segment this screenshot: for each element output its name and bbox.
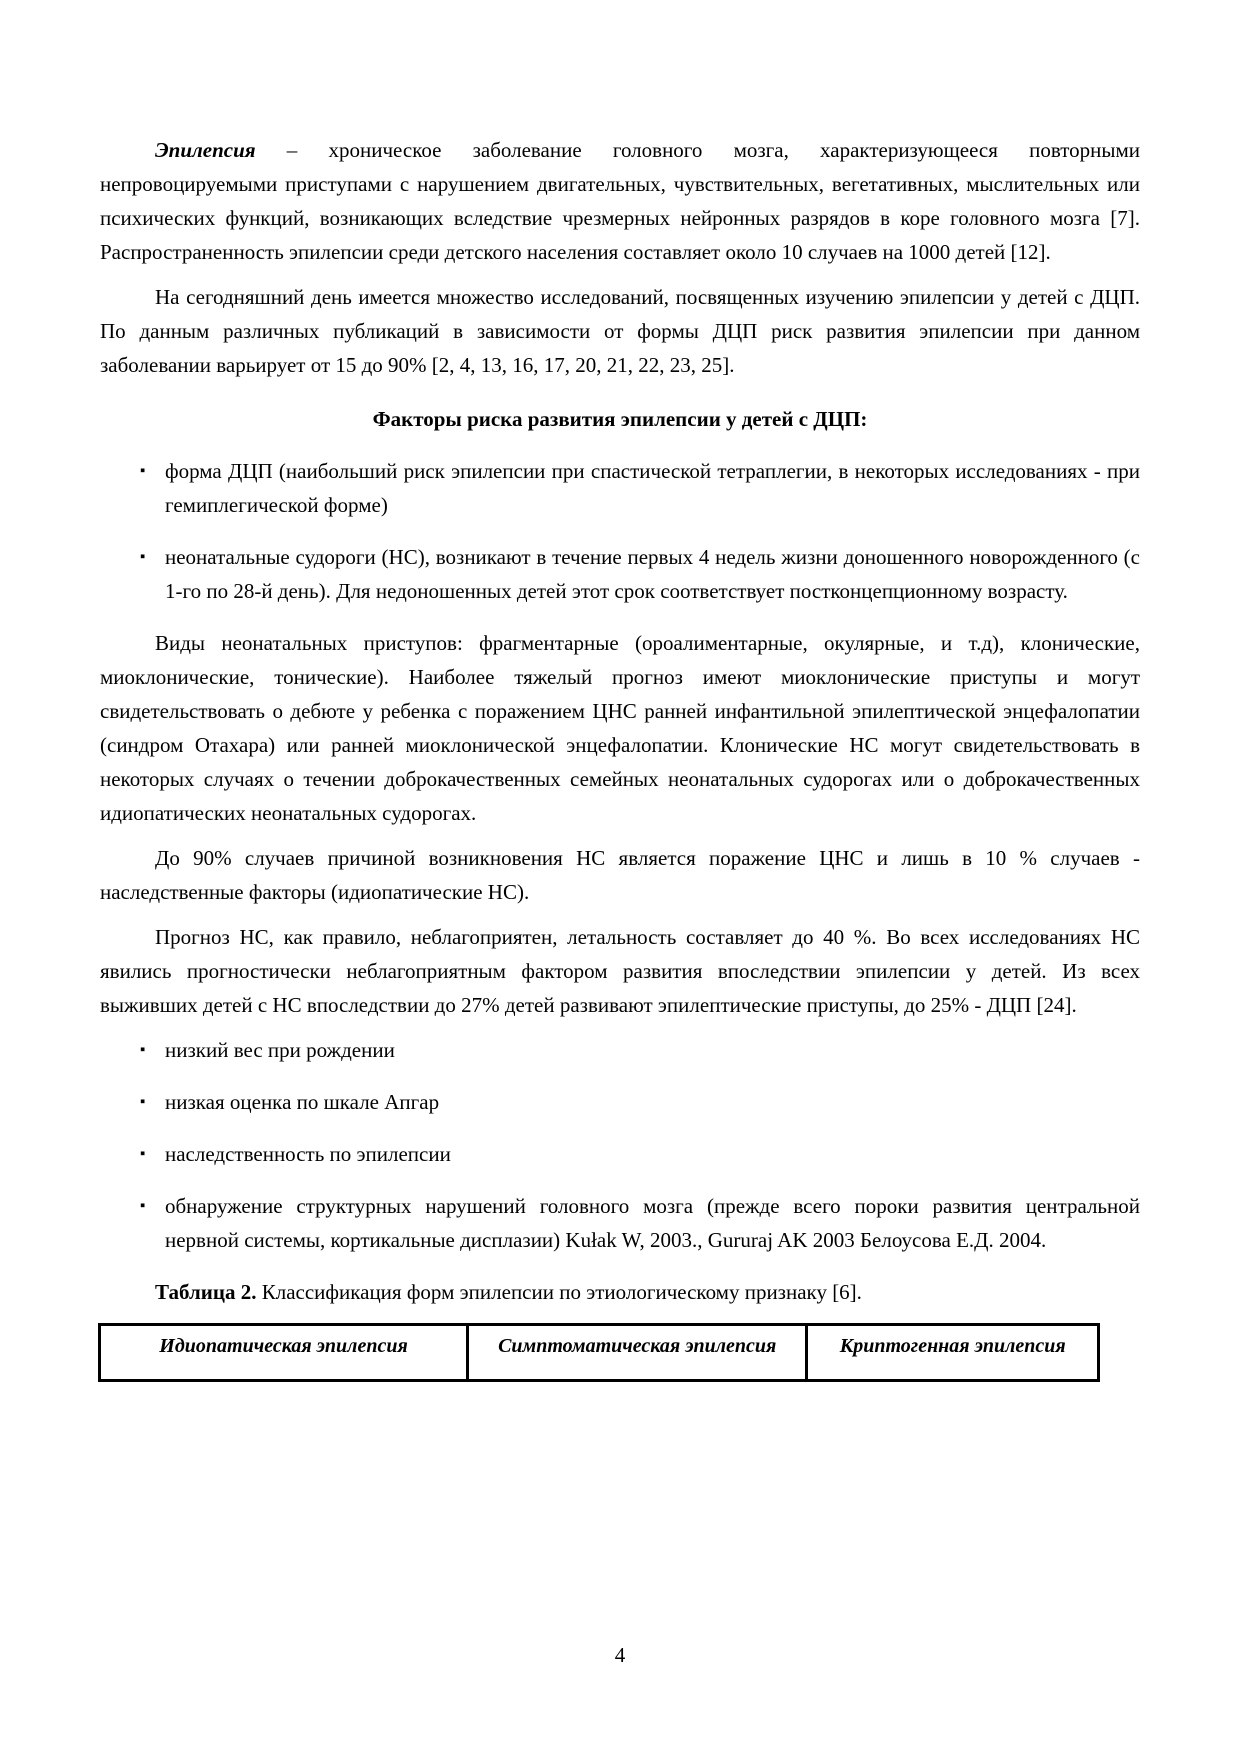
list-item xyxy=(100,540,1140,608)
table-header-idiopathic: Идиопатическая эпилепсия xyxy=(100,1325,468,1381)
risk-factors-list xyxy=(100,454,1140,608)
table-caption xyxy=(100,1275,1140,1309)
additional-risk-factors-list xyxy=(100,1033,1140,1257)
list-item xyxy=(100,1137,1140,1171)
list-item xyxy=(100,1033,1140,1067)
square-bullet-icon: ▪ xyxy=(140,463,146,479)
page-number: 4 xyxy=(614,1643,626,1667)
paragraph-ns-causes: До 90% случаев причиной возникновения НС является поражение ЦНС и лишь в 10 % случаев - наследственные факторы (идиопатические НС). xyxy=(100,846,1140,904)
paragraph-epilepsy-definition xyxy=(100,133,1140,269)
paragraph-research-overview: На сегодняшний день имеется множество исследований, посвященных изучению эпилепсии у детей с ДЦП. По данным различных публикаций в зависимости от формы ДЦП риск развития эпилепсии при данном заболевании варьирует от 15 до 90% [2, 4, 13, 16, 17, 20, 21, 22, 23, 25]. xyxy=(100,285,1140,377)
paragraph-ns-prognosis: Прогноз НС, как правило, неблагоприятен, летальность составляет до 40 %. Во всех исследованиях НС явились прогностически неблагоприятным фактором развития впоследствии эпилепсии у детей. Из всех выживших детей с НС впоследствии до 27% детей развивают эпилептические приступы, до 25% - ДЦП [24]. xyxy=(100,925,1140,1017)
list-item-text: наследственность по эпилепсии xyxy=(165,1142,451,1166)
list-item xyxy=(100,1189,1140,1257)
table-caption-text: Классификация форм эпилепсии по этиологическому признаку [6]. xyxy=(256,1280,862,1304)
table-caption-label: Таблица 2. xyxy=(155,1280,257,1304)
epilepsy-classification-table xyxy=(98,1323,1100,1382)
square-bullet-icon: ▪ xyxy=(140,1146,146,1162)
table-header-cryptogenic: Криптогенная эпилепсия xyxy=(807,1325,1099,1381)
list-item-text: обнаружение структурных нарушений головного мозга (прежде всего пороки развития центральной нервной системы, кортикальные дисплазии) Kułak W, 2003., Gururaj AK 2003 Белоусова Е.Д. 2004. xyxy=(165,1194,1140,1252)
list-item-text: низкая оценка по шкале Апгар xyxy=(165,1090,440,1114)
term-epilepsy: Эпилепсия xyxy=(155,138,256,162)
list-item-text: форма ДЦП (наибольший риск эпилепсии при спастической тетраплегии, в некоторых исследованиях - при гемиплегической форме) xyxy=(165,459,1140,517)
square-bullet-icon: ▪ xyxy=(140,1042,146,1058)
square-bullet-icon: ▪ xyxy=(140,1198,146,1214)
section-heading-risk-factors: Факторы риска развития эпилепсии у детей с ДЦП: xyxy=(372,407,868,431)
list-item xyxy=(100,454,1140,522)
paragraph-epilepsy-definition-text: – хроническое заболевание головного мозга, характеризующееся повторными непровоцируемыми приступами с нарушением двигательных, чувствительных, вегетативных, мыслительных или психических функций, возникающих вследствие чрезмерных нейронных разрядов в коре головного мозга [7]. Распространенность эпилепсии среди детского населения составляет около 10 случаев на 1000 детей [12]. xyxy=(100,138,1140,264)
list-item-text: низкий вес при рождении xyxy=(165,1038,395,1062)
list-item-text: неонатальные судороги (НС), возникают в течение первых 4 недель жизни доношенного новорожденного (с 1-го по 28-й день). Для недоношенных детей этот срок соответствует постконцепционному возрасту. xyxy=(165,545,1140,603)
square-bullet-icon: ▪ xyxy=(140,1094,146,1110)
table-header-symptomatic: Симптоматическая эпилепсия xyxy=(468,1325,807,1381)
paragraph-neonatal-seizure-types: Виды неонатальных приступов: фрагментарные (ороалиментарные, окулярные, и т.д), клонические, миоклонические, тонические). Наиболее тяжелый прогноз имеют миоклонические приступы и могут свидетельствовать о дебюте у ребенка с поражением ЦНС ранней инфантильной эпилептической энцефалопатии (синдром Отахара) или ранней миоклонической энцефалопатии. Клонические НС могут свидетельствовать в некоторых случаях о течении доброкачественных семейных неонатальных судорогах или о доброкачественных идиопатических неонатальных судорогах. xyxy=(100,631,1140,825)
table-header-row xyxy=(100,1325,1099,1381)
list-item xyxy=(100,1085,1140,1119)
square-bullet-icon: ▪ xyxy=(140,549,146,565)
